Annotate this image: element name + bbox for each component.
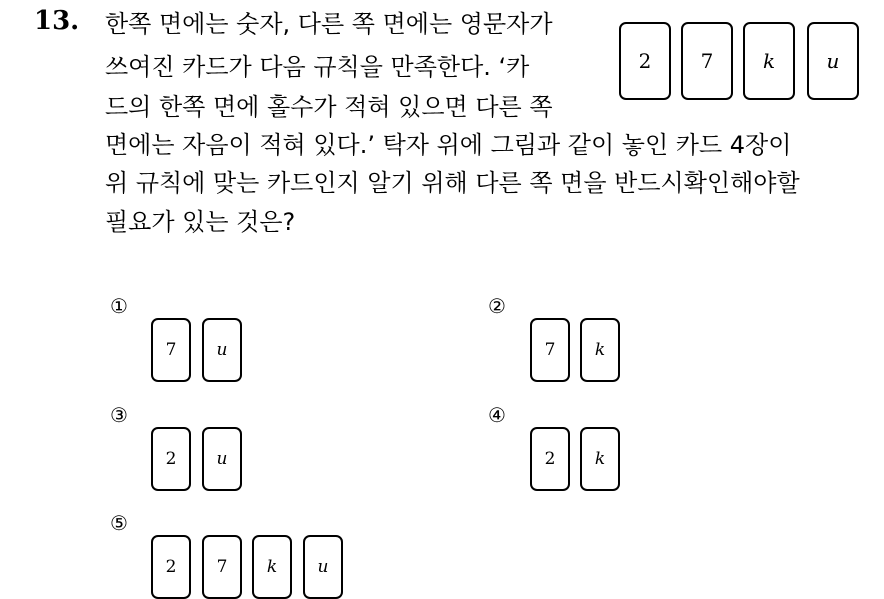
card-face-label: u (216, 449, 228, 469)
card-face-label: 2 (544, 449, 556, 469)
choice-card (530, 427, 570, 491)
choice-card (151, 318, 191, 382)
choice-number: ④ (488, 403, 506, 427)
question-text-line-2: 쓰여진 카드가 다음 규칙을 만족한다. ‘카 (105, 53, 530, 81)
question-card-u (807, 22, 859, 100)
card-face-label: 2 (165, 557, 177, 577)
question-text-line-5: 위 규칙에 맞는 카드인지 알기 위해 다른 쪽 면을 반드시확인해야할 (105, 169, 800, 197)
card-face-label: 7 (165, 340, 177, 360)
card-face-label: k (594, 449, 606, 469)
choice-number: ① (110, 294, 128, 318)
question-text-line-6: 필요가 있는 것은? (105, 208, 296, 236)
card-face-label: u (826, 49, 840, 73)
question-card-7 (681, 22, 733, 100)
choice-number: ③ (110, 403, 128, 427)
card-face-label: u (317, 557, 329, 577)
card-face-label: 2 (165, 449, 177, 469)
choice-card (202, 318, 242, 382)
choice-number: ② (488, 294, 506, 318)
choice-card (151, 427, 191, 491)
question-text-line-4: 면에는 자음이 적혀 있다.’ 탁자 위에 그림과 같이 놓인 카드 4장이 (105, 131, 792, 159)
card-face-label: k (762, 49, 776, 73)
choice-card (580, 427, 620, 491)
card-face-label: k (266, 557, 278, 577)
choice-card (303, 535, 343, 599)
question-number: 13. (34, 6, 80, 36)
question-card-2 (619, 22, 671, 100)
card-face-label: 7 (544, 340, 556, 360)
card-face-label: 2 (638, 49, 652, 73)
card-face-label: u (216, 340, 228, 360)
card-face-label: 7 (216, 557, 228, 577)
card-face-label: k (594, 340, 606, 360)
choice-card (530, 318, 570, 382)
choice-card (151, 535, 191, 599)
choice-card (252, 535, 292, 599)
question-card-k (743, 22, 795, 100)
choice-card (202, 427, 242, 491)
choice-card (580, 318, 620, 382)
question-text-line-3: 드의 한쪽 면에 홀수가 적혀 있으면 다른 쪽 (105, 93, 553, 121)
question-text-line-1: 한쪽 면에는 숫자, 다른 쪽 면에는 영문자가 (105, 10, 553, 38)
choice-number: ⑤ (110, 511, 128, 535)
choice-card (202, 535, 242, 599)
card-face-label: 7 (700, 49, 714, 73)
